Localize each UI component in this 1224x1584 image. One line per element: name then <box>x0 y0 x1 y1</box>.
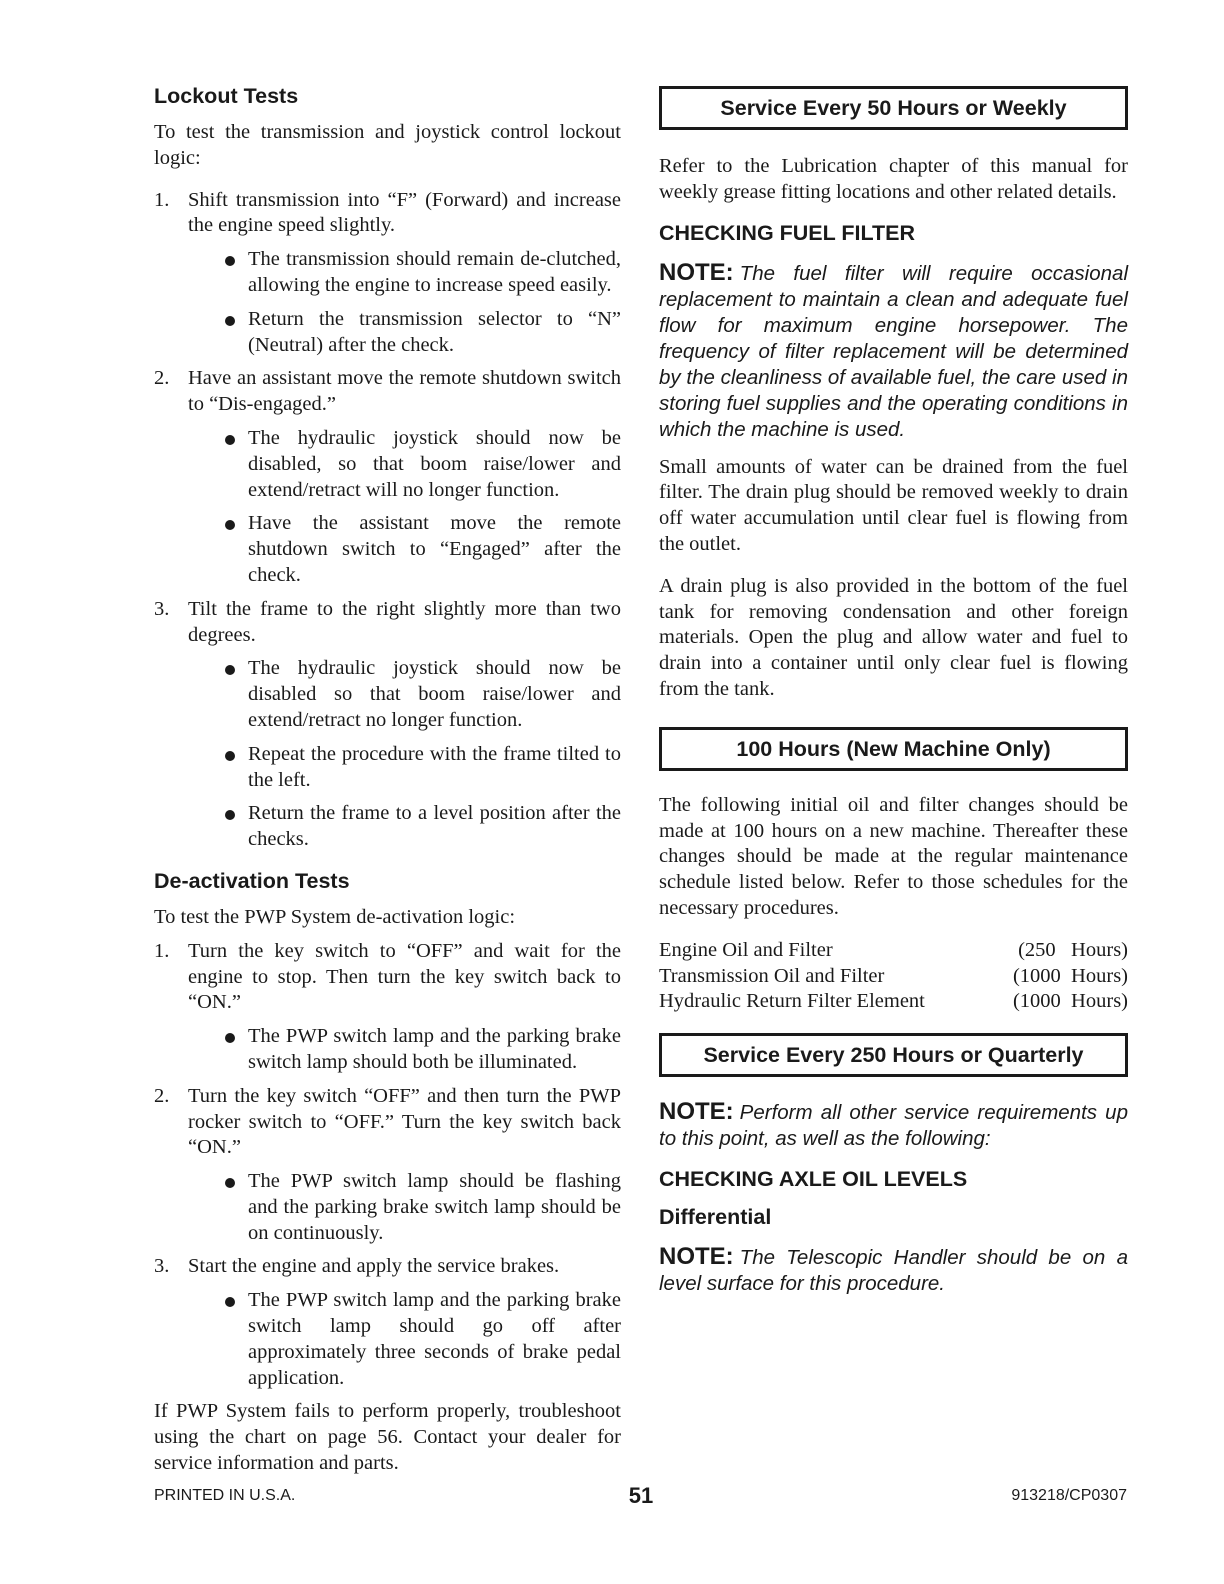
step-text: Turn the key switch “OFF” and then turn the PWP rocker switch to “OFF.” Turn the key switch back “ON.” <box>188 1084 621 1159</box>
bullet-icon <box>225 435 235 445</box>
list-item: Return the transmission selector to “N” (Neutral) after the check. <box>188 307 621 359</box>
fuel-filter-paragraph-1: Small amounts of water can be drained from the fuel filter. The drain plug should be removed weekly to drain off water accumulation until clear fuel is flowing from the outlet. <box>659 455 1128 555</box>
fuel-filter-paragraph-2: A drain plug is also provided in the bottom of the fuel tank for removing condensation and other foreign materials. Open the plug and allow water and fuel to drain into a container until only clear fuel is flowing from the tank. <box>659 574 1128 700</box>
footer-doc-number: 913218/CP0307 <box>1011 1487 1127 1504</box>
step-text: Tilt the frame to the right slightly more than two degrees. <box>188 597 621 646</box>
axle-oil-heading: CHECKING AXLE OIL LEVELS <box>659 1167 968 1192</box>
item-hours: (1000 Hours) <box>1012 964 1128 987</box>
bullet-icon <box>225 751 235 761</box>
note-label: NOTE: <box>659 1098 734 1126</box>
service-50-text: Refer to the Lubrication chapter of this manual for weekly grease fitting locations and other related details. <box>659 155 1128 203</box>
service-50-hours-heading: Service Every 50 Hours or Weekly <box>659 86 1128 130</box>
list-item: The transmission should remain de-clutched, allowing the engine to increase speed easily. <box>188 247 621 299</box>
step-text: Shift transmission into “F” (Forward) and increase the engine speed slightly. <box>188 188 621 237</box>
bullet-icon <box>225 316 235 326</box>
step-number: 1. <box>154 188 170 211</box>
axle-note: NOTE: The Telescopic Handler should be on a level surface for this procedure. <box>659 1243 1128 1296</box>
deactivation-tests-heading: De-activation Tests <box>154 868 350 893</box>
lockout-intro: To test the transmission and joystick control lockout logic: <box>154 121 621 169</box>
deactivation-closing: If PWP System fails to perform properly, troubleshoot using the chart on page 56. Contact your dealer for service information and parts. <box>154 1400 621 1475</box>
deactivation-step-3 <box>154 1254 621 1391</box>
list-item: Repeat the procedure with the frame tilted to the left. <box>188 742 621 794</box>
page-number: 51 <box>628 1483 654 1508</box>
lockout-step-2 <box>154 366 621 588</box>
bullet-icon <box>225 256 235 266</box>
table-row <box>659 938 1128 964</box>
note-label: NOTE: <box>659 1243 734 1271</box>
list-item: The PWP switch lamp and the parking brake switch lamp should both be illuminated. <box>188 1024 621 1076</box>
step-text: Have an assistant move the remote shutdown switch to “Dis-engaged.” <box>188 367 621 416</box>
step-text: Start the engine and apply the service brakes. <box>188 1255 560 1278</box>
note-label: NOTE: <box>659 258 734 286</box>
differential-subheading: Differential <box>659 1205 772 1230</box>
bullet-icon <box>225 1297 235 1307</box>
bullet-icon <box>225 665 235 675</box>
deactivation-intro: To test the PWP System de-activation logic: <box>154 905 516 928</box>
lockout-tests-heading: Lockout Tests <box>154 84 299 108</box>
lockout-step-3 <box>154 597 621 853</box>
step-number: 3. <box>154 1255 170 1278</box>
item-name: Transmission Oil and Filter <box>659 964 885 987</box>
item-name: Engine Oil and Filter <box>659 938 833 961</box>
list-item: The PWP switch lamp and the parking brake switch lamp should go off after approximately three seconds of brake pedal application. <box>188 1288 621 1391</box>
bullet-icon <box>225 1033 235 1043</box>
hours-100-heading: 100 Hours (New Machine Only) <box>659 727 1128 771</box>
hours-100-text: The following initial oil and filter changes should be made at 100 hours on a new machine. Thereafter these changes should be made at the regular maintenance schedule listed below. Refer to those schedules for the necessary procedures. <box>659 793 1128 919</box>
deactivation-steps <box>154 939 621 1392</box>
item-hours: (250 Hours) <box>1018 938 1128 961</box>
step-number: 1. <box>154 939 170 962</box>
step-number: 2. <box>154 367 170 390</box>
item-name: Hydraulic Return Filter Element <box>659 990 925 1013</box>
fuel-filter-heading: CHECKING FUEL FILTER <box>659 220 916 245</box>
bullet-icon <box>225 810 235 820</box>
list-item: The PWP switch lamp should be flashing and the parking brake switch lamp should be on continuously. <box>188 1169 621 1246</box>
step-number: 3. <box>154 597 170 620</box>
list-item: The hydraulic joystick should now be disabled so that boom raise/lower and extend/retract no longer function. <box>188 656 621 733</box>
left-column <box>154 80 621 1477</box>
table-row <box>659 964 1128 990</box>
service-250-hours-heading: Service Every 250 Hours or Quarterly <box>659 1033 1128 1077</box>
list-item: The hydraulic joystick should now be disabled, so that boom raise/lower and extend/retract will no longer function. <box>188 426 621 503</box>
bullet-icon <box>225 1178 235 1188</box>
right-column <box>659 86 1128 1297</box>
table-row <box>659 989 1128 1015</box>
service-250-note: NOTE: Perform all other service requirements up to this point, as well as the following: <box>659 1098 1128 1151</box>
bullet-icon <box>225 520 235 530</box>
list-item: Have the assistant move the remote shutdown switch to “Engaged” after the check. <box>188 511 621 588</box>
lockout-step-1 <box>154 188 621 359</box>
item-hours: (1000 Hours) <box>1012 990 1128 1013</box>
list-item: Return the frame to a level position after the checks. <box>188 801 621 853</box>
step-number: 2. <box>154 1084 170 1107</box>
step-text: Turn the key switch to “OFF” and wait for the engine to stop. Then turn the key switch back to “ON.” <box>188 939 621 1014</box>
footer-printed: PRINTED IN U.S.A. <box>154 1487 296 1504</box>
deactivation-step-2 <box>154 1084 621 1247</box>
fuel-filter-note: NOTE: The fuel filter will require occasional replacement to maintain a clean and adequate fuel flow for maximum engine horsepower. The frequency of filter replacement will be determined by the cleanliness of available fuel, the care used in storing fuel supplies and the operating conditions in which the machine is used. <box>659 258 1128 441</box>
service-items-table <box>659 938 1128 1015</box>
lockout-steps <box>154 188 621 853</box>
deactivation-step-1 <box>154 939 621 1076</box>
